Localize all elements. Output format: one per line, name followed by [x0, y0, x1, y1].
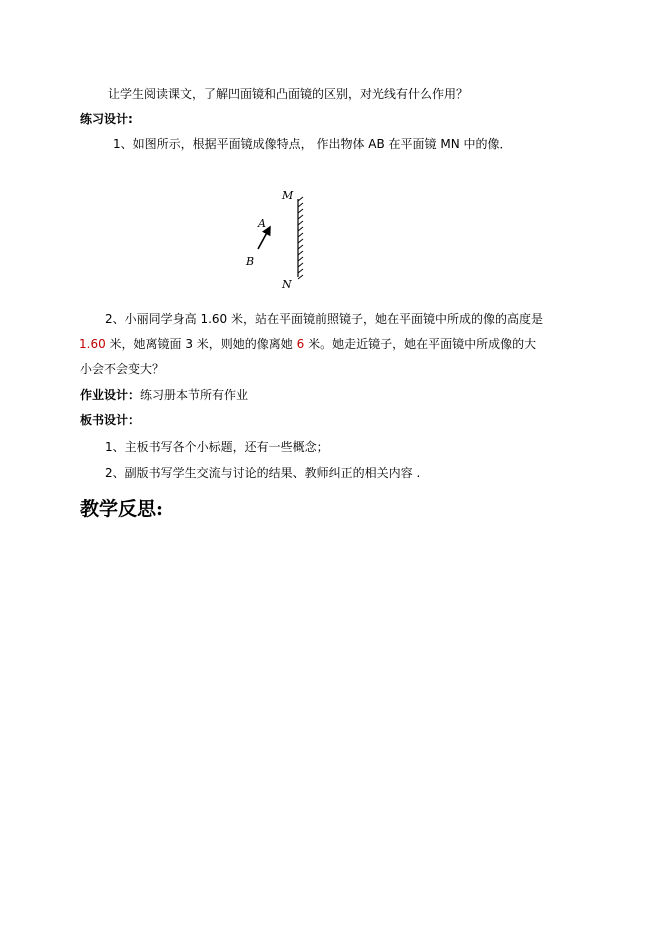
board-item-1: 1、主板书写各个小标题，还有一些概念；	[105, 440, 329, 454]
plane-mirror-diagram	[240, 185, 320, 290]
label-a: A	[258, 217, 266, 230]
object-ab-arrow	[258, 227, 270, 249]
intro-line: 让学生阅读课文，了解凹面镜和凸面镜的区别，对光线有什么作用？	[108, 87, 469, 101]
question-1: 1、如图所示，根据平面镜成像特点， 作出物体 AB 在平面镜 MN 中的像．	[113, 137, 512, 151]
homework-line	[80, 387, 248, 403]
question-2-line-1	[105, 311, 543, 327]
answer-distance: 6	[296, 337, 305, 351]
question-2-part1: 2、小丽同学身高 1.60 米，站在平面镜前照镜子，她在平面镜中所成的像的高度是	[105, 312, 543, 326]
board-heading: 板书设计：	[80, 413, 141, 427]
label-n: N	[282, 278, 292, 290]
label-m: M	[282, 189, 294, 202]
practice-heading: 练习设计:	[80, 112, 133, 126]
question-2-part3: 米。她走近镜子，她在平面镜中所成像的大	[304, 337, 537, 351]
answer-height: 1.60	[79, 337, 106, 351]
mirror-hatching	[298, 197, 303, 279]
homework-label: 作业设计：	[80, 388, 141, 402]
reflection-heading: 教学反思:	[80, 498, 164, 520]
label-b: B	[246, 255, 255, 268]
question-2-part2: 米，她离镜面 3 米，则她的像离她	[105, 337, 297, 351]
question-2-line-2	[79, 336, 536, 352]
board-item-2: 2、副版书写学生交流与讨论的结果、教师纠正的相关内容 .	[105, 466, 421, 480]
question-2-line-3: 小会不会变大？	[80, 362, 165, 376]
homework-text: 练习册本节所有作业	[140, 388, 249, 402]
